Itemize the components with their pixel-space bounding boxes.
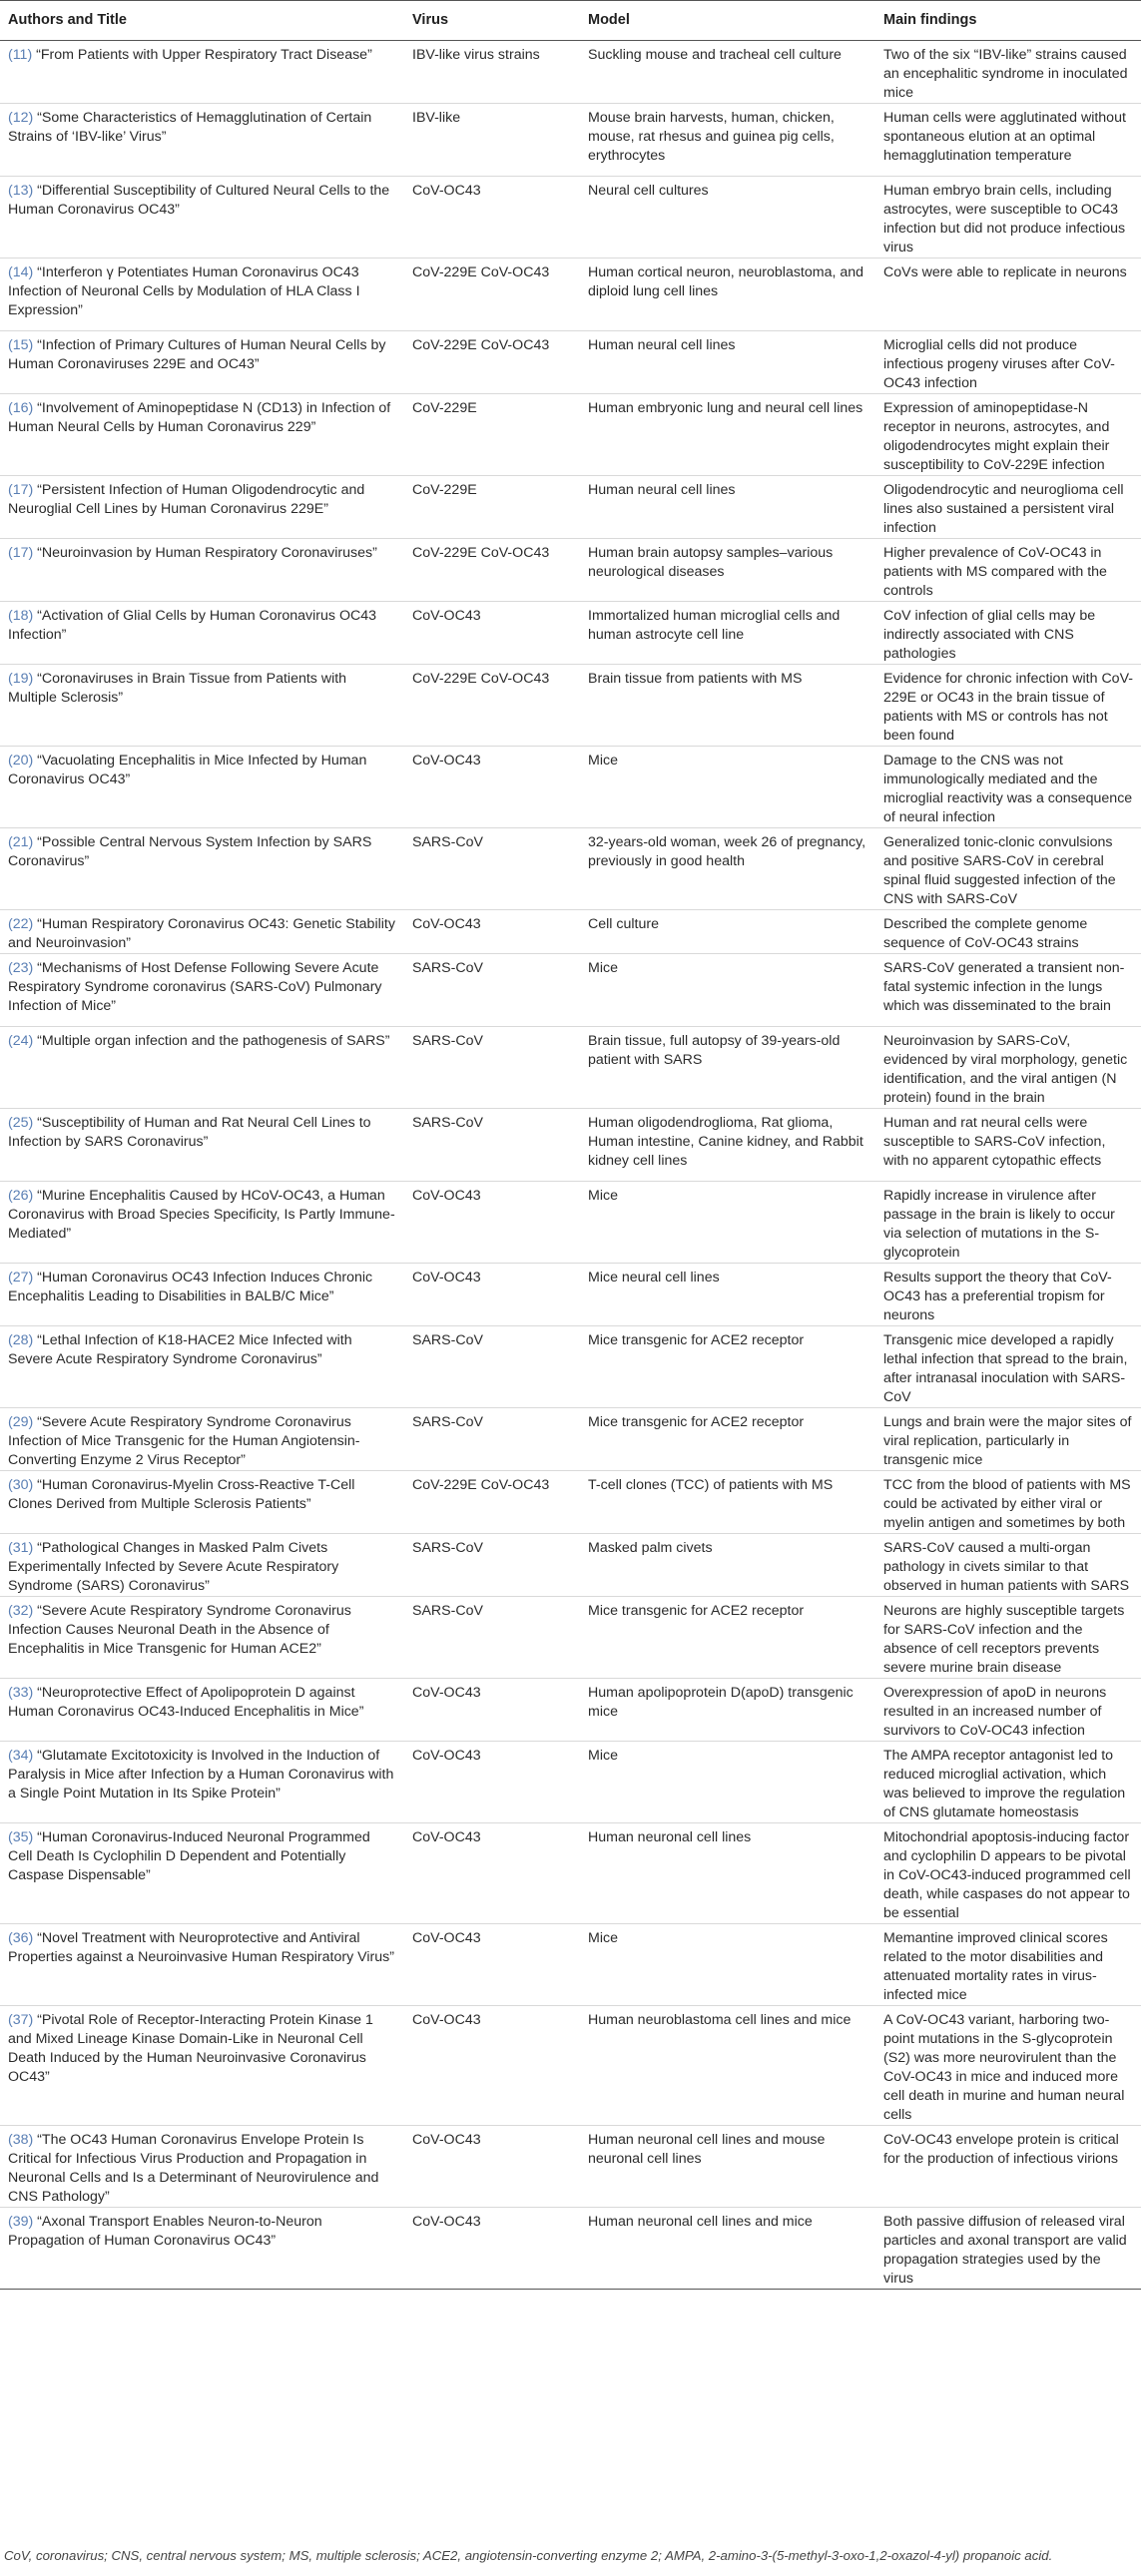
cell-virus: SARS-CoV xyxy=(404,828,580,910)
reference-link[interactable]: (28) xyxy=(8,1332,34,1348)
cell-main-findings: Transgenic mice developed a rapidly lethal infection that spread to the brain, after intranasal inoculation with SARS-CoV xyxy=(875,1326,1141,1408)
cell-virus: SARS-CoV xyxy=(404,1027,580,1109)
reference-link[interactable]: (25) xyxy=(8,1115,34,1131)
cell-main-findings: Human and rat neural cells were susceptible to SARS-CoV infection, with no apparent cytopathic effects xyxy=(875,1109,1141,1182)
cell-model: Mice transgenic for ACE2 receptor xyxy=(580,1326,875,1408)
reference-link[interactable]: (24) xyxy=(8,1033,34,1049)
cell-authors-title xyxy=(0,41,404,104)
cell-main-findings: Rapidly increase in virulence after passage in the brain is likely to occur via selection of mutations in the S-glycoprotein xyxy=(875,1182,1141,1264)
reference-link[interactable]: (22) xyxy=(8,916,34,932)
reference-link[interactable]: (16) xyxy=(8,400,34,416)
reference-link[interactable]: (26) xyxy=(8,1188,34,1204)
study-title: “Susceptibility of Human and Rat Neural Cell Lines to Infection by SARS Coronavirus” xyxy=(8,1115,371,1150)
cell-main-findings: Microglial cells did not produce infectious progeny viruses after CoV-OC43 infection xyxy=(875,331,1141,394)
cell-model: Human neuronal cell lines xyxy=(580,1823,875,1924)
study-title: “The OC43 Human Coronavirus Envelope Protein Is Critical for Infectious Virus Production and Propagation in Neuronal Cells and Is a Determinant of Neurovirulence and CNS Pathology” xyxy=(8,2132,379,2205)
reference-link[interactable]: (30) xyxy=(8,1477,34,1493)
cell-main-findings: CoVs were able to replicate in neurons xyxy=(875,258,1141,331)
table-row xyxy=(0,41,1141,104)
cell-virus: SARS-CoV xyxy=(404,1109,580,1182)
table-row xyxy=(0,828,1141,910)
study-title: “Infection of Primary Cultures of Human Neural Cells by Human Coronaviruses 229E and OC43” xyxy=(8,337,386,372)
cell-virus: CoV-OC43 xyxy=(404,2208,580,2290)
study-title: “Glutamate Excitotoxicity is Involved in the Induction of Paralysis in Mice after Infection by a Human Coronavirus with a Single Point Mutation in Its Spike Protein” xyxy=(8,1748,394,1802)
cell-model: Mice transgenic for ACE2 receptor xyxy=(580,1597,875,1679)
cell-main-findings: Human embryo brain cells, including astrocytes, were susceptible to OC43 infection but did not produce infectious virus xyxy=(875,177,1141,258)
study-title: “From Patients with Upper Respiratory Tract Disease” xyxy=(32,47,372,63)
cell-authors-title xyxy=(0,747,404,828)
cell-model: Cell culture xyxy=(580,910,875,954)
cell-virus: CoV-229E CoV-OC43 xyxy=(404,539,580,602)
cell-main-findings: Mitochondrial apoptosis-inducing factor and cyclophilin D appears to be pivotal in CoV-OC43-induced programmed cell death, while caspases do not appear to be essential xyxy=(875,1823,1141,1924)
table-row xyxy=(0,1264,1141,1326)
reference-link[interactable]: (36) xyxy=(8,1930,34,1946)
cell-authors-title xyxy=(0,665,404,747)
cell-model: Neural cell cultures xyxy=(580,177,875,258)
header-row xyxy=(0,1,1141,41)
cell-model: Immortalized human microglial cells and human astrocyte cell line xyxy=(580,602,875,665)
header-authors-title: Authors and Title xyxy=(0,1,404,41)
table-row xyxy=(0,1742,1141,1823)
reference-link[interactable]: (13) xyxy=(8,183,34,199)
study-title: “Human Coronavirus-Myelin Cross-Reactive T-Cell Clones Derived from Multiple Sclerosis Patients” xyxy=(8,1477,355,1512)
cell-authors-title xyxy=(0,177,404,258)
study-title: “Pivotal Role of Receptor-Interacting Protein Kinase 1 and Mixed Lineage Kinase Domain-Like in Neuronal Cell Death Induced by the Human Neuroinvasive Coronavirus OC43” xyxy=(8,2012,373,2085)
reference-link[interactable]: (39) xyxy=(8,2214,34,2230)
reference-link[interactable]: (18) xyxy=(8,608,34,624)
cell-authors-title xyxy=(0,828,404,910)
cell-authors-title xyxy=(0,1182,404,1264)
cell-main-findings: Neuroinvasion by SARS-CoV, evidenced by viral morphology, genetic identification, and the viral antigen (N protein) found in the brain xyxy=(875,1027,1141,1109)
cell-model: Mice xyxy=(580,747,875,828)
reference-link[interactable]: (17) xyxy=(8,482,34,498)
cell-virus: CoV-229E CoV-OC43 xyxy=(404,1471,580,1534)
cell-main-findings: Results support the theory that CoV-OC43 has a preferential tropism for neurons xyxy=(875,1264,1141,1326)
cell-authors-title xyxy=(0,539,404,602)
reference-link[interactable]: (12) xyxy=(8,110,34,126)
study-title: “Novel Treatment with Neuroprotective and Antiviral Properties against a Neuroinvasive Human Respiratory Virus” xyxy=(8,1930,394,1965)
table-footnote: CoV, coronavirus; CNS, central nervous system; MS, multiple sclerosis; ACE2, angiotensin-converting enzyme 2; AMPA, 2-amino-3-(5-methyl-3-oxo-1,2-oxazol-4-yl) propanoic acid. xyxy=(4,2548,1053,2563)
cell-virus: CoV-OC43 xyxy=(404,1182,580,1264)
cell-main-findings: Both passive diffusion of released viral particles and axonal transport are valid propagation strategies used by the virus xyxy=(875,2208,1141,2290)
study-title: “Axonal Transport Enables Neuron-to-Neuron Propagation of Human Coronavirus OC43” xyxy=(8,2214,322,2249)
cell-model: Human neural cell lines xyxy=(580,476,875,539)
study-title: “Neuroinvasion by Human Respiratory Coronaviruses” xyxy=(33,545,377,561)
study-title: “Human Coronavirus OC43 Infection Induces Chronic Encephalitis Leading to Disabilities in BALB/C Mice” xyxy=(8,1270,373,1304)
table-row xyxy=(0,1534,1141,1597)
cell-virus: CoV-OC43 xyxy=(404,1679,580,1742)
cell-model: Mice transgenic for ACE2 receptor xyxy=(580,1408,875,1471)
cell-virus: SARS-CoV xyxy=(404,1326,580,1408)
cell-model: Brain tissue, full autopsy of 39-years-old patient with SARS xyxy=(580,1027,875,1109)
cell-virus: CoV-OC43 xyxy=(404,2126,580,2208)
study-title: “Severe Acute Respiratory Syndrome Coronavirus Infection of Mice Transgenic for the Human Angiotensin-Converting Enzyme 2 Virus Receptor” xyxy=(8,1414,360,1468)
study-title: “Human Coronavirus-Induced Neuronal Programmed Cell Death Is Cyclophilin D Dependent and Potentially Caspase Dispensable” xyxy=(8,1829,370,1883)
reference-link[interactable]: (27) xyxy=(8,1270,34,1286)
cell-model: Human neuronal cell lines and mouse neuronal cell lines xyxy=(580,2126,875,2208)
cell-main-findings: SARS-CoV generated a transient non-fatal systemic infection in the lungs which was disseminated to the brain xyxy=(875,954,1141,1027)
cell-model: Mice neural cell lines xyxy=(580,1264,875,1326)
cell-virus: CoV-OC43 xyxy=(404,910,580,954)
study-title: “Vacuolating Encephalitis in Mice Infected by Human Coronavirus OC43” xyxy=(8,753,367,787)
study-title: “Human Respiratory Coronavirus OC43: Genetic Stability and Neuroinvasion” xyxy=(8,916,395,951)
reference-link[interactable]: (17) xyxy=(8,545,34,561)
cell-model: Mouse brain harvests, human, chicken, mouse, rat rhesus and guinea pig cells, erythrocytes xyxy=(580,104,875,177)
study-title: “Possible Central Nervous System Infection by SARS Coronavirus” xyxy=(8,834,372,869)
table-row xyxy=(0,1182,1141,1264)
table-row xyxy=(0,104,1141,177)
table-row xyxy=(0,1924,1141,2006)
table-row xyxy=(0,1109,1141,1182)
table-row xyxy=(0,1027,1141,1109)
cell-model: 32-years-old woman, week 26 of pregnancy, previously in good health xyxy=(580,828,875,910)
reference-link[interactable]: (23) xyxy=(8,960,34,976)
cell-authors-title xyxy=(0,1742,404,1823)
table-row xyxy=(0,954,1141,1027)
cell-authors-title xyxy=(0,954,404,1027)
cell-virus: SARS-CoV xyxy=(404,1534,580,1597)
table-row xyxy=(0,177,1141,258)
cell-model: Human cortical neuron, neuroblastoma, and diploid lung cell lines xyxy=(580,258,875,331)
cell-main-findings: Higher prevalence of CoV-OC43 in patients with MS compared with the controls xyxy=(875,539,1141,602)
cell-virus: IBV-like virus strains xyxy=(404,41,580,104)
cell-main-findings: Evidence for chronic infection with CoV-229E or OC43 in the brain tissue of patients with MS or controls has not been found xyxy=(875,665,1141,747)
table-row xyxy=(0,331,1141,394)
reference-link[interactable]: (29) xyxy=(8,1414,34,1430)
cell-authors-title xyxy=(0,476,404,539)
cell-authors-title xyxy=(0,1326,404,1408)
study-title: “Interferon γ Potentiates Human Coronavirus OC43 Infection of Neuronal Cells by Modulation of HLA Class I Expression” xyxy=(8,264,360,318)
table-row xyxy=(0,2006,1141,2126)
reference-link[interactable]: (33) xyxy=(8,1685,34,1701)
cell-authors-title xyxy=(0,1264,404,1326)
cell-virus: CoV-229E CoV-OC43 xyxy=(404,665,580,747)
cell-main-findings: Oligodendrocytic and neuroglioma cell lines also sustained a persistent viral infection xyxy=(875,476,1141,539)
cell-virus: CoV-229E CoV-OC43 xyxy=(404,331,580,394)
cell-main-findings: CoV-OC43 envelope protein is critical for the production of infectious virions xyxy=(875,2126,1141,2208)
header-virus: Virus xyxy=(404,1,580,41)
cell-authors-title xyxy=(0,1534,404,1597)
cell-authors-title xyxy=(0,2126,404,2208)
cell-main-findings: TCC from the blood of patients with MS could be activated by either viral or myelin antigen and sometimes by both xyxy=(875,1471,1141,1534)
cell-virus: CoV-OC43 xyxy=(404,602,580,665)
cell-authors-title xyxy=(0,1823,404,1924)
cell-model: Human apolipoprotein D(apoD) transgenic mice xyxy=(580,1679,875,1742)
table-row xyxy=(0,1679,1141,1742)
header-main-findings: Main findings xyxy=(875,1,1141,41)
cell-virus: CoV-OC43 xyxy=(404,2006,580,2126)
cell-main-findings: SARS-CoV caused a multi-organ pathology in civets similar to that observed in human patients with SARS xyxy=(875,1534,1141,1597)
cell-model: Human neuronal cell lines and mice xyxy=(580,2208,875,2290)
table-row xyxy=(0,539,1141,602)
reference-link[interactable]: (19) xyxy=(8,671,34,687)
cell-main-findings: Described the complete genome sequence of CoV-OC43 strains xyxy=(875,910,1141,954)
cell-main-findings: Memantine improved clinical scores related to the motor disabilities and attenuated mortality rates in virus-infected mice xyxy=(875,1924,1141,2006)
cell-authors-title xyxy=(0,1109,404,1182)
table-row xyxy=(0,1408,1141,1471)
cell-authors-title xyxy=(0,910,404,954)
cell-authors-title xyxy=(0,1471,404,1534)
study-title: “Coronaviruses in Brain Tissue from Patients with Multiple Sclerosis” xyxy=(8,671,347,706)
study-title: “Murine Encephalitis Caused by HCoV-OC43, a Human Coronavirus with Broad Species Specificity, Is Partly Immune-Mediated” xyxy=(8,1188,395,1242)
cell-virus: IBV-like xyxy=(404,104,580,177)
cell-model: Human embryonic lung and neural cell lines xyxy=(580,394,875,476)
cell-main-findings: Overexpression of apoD in neurons resulted in an increased number of survivors to CoV-OC43 infection xyxy=(875,1679,1141,1742)
cell-main-findings: The AMPA receptor antagonist led to reduced microglial activation, which was believed to improve the regulation of CNS glutamate homeostasis xyxy=(875,1742,1141,1823)
cell-main-findings: Lungs and brain were the major sites of viral replication, particularly in transgenic mice xyxy=(875,1408,1141,1471)
cell-virus: CoV-OC43 xyxy=(404,1924,580,2006)
cell-virus: SARS-CoV xyxy=(404,1408,580,1471)
cell-virus: SARS-CoV xyxy=(404,954,580,1027)
cell-virus: CoV-229E xyxy=(404,476,580,539)
table-body xyxy=(0,41,1141,2290)
cell-virus: CoV-OC43 xyxy=(404,177,580,258)
cell-main-findings: A CoV-OC43 variant, harboring two-point mutations in the S-glycoprotein (S2) was more neurovirulent than the CoV-OC43 in mice and induced more cell death in murine and human neural cells xyxy=(875,2006,1141,2126)
cell-model: Brain tissue from patients with MS xyxy=(580,665,875,747)
cell-virus: SARS-CoV xyxy=(404,1597,580,1679)
cell-model: Mice xyxy=(580,1182,875,1264)
cell-authors-title xyxy=(0,1924,404,2006)
cell-model: Human neural cell lines xyxy=(580,331,875,394)
cell-virus: CoV-229E xyxy=(404,394,580,476)
table-row xyxy=(0,1823,1141,1924)
cell-model: Mice xyxy=(580,954,875,1027)
cell-model: Mice xyxy=(580,1924,875,2006)
cell-model: Masked palm civets xyxy=(580,1534,875,1597)
cell-authors-title xyxy=(0,331,404,394)
reference-link[interactable]: (31) xyxy=(8,1540,34,1556)
study-title: “Some Characteristics of Hemagglutination of Certain Strains of ‘IBV-like’ Virus” xyxy=(8,110,372,145)
table-row xyxy=(0,910,1141,954)
table-row xyxy=(0,1471,1141,1534)
cell-authors-title xyxy=(0,1027,404,1109)
cell-authors-title xyxy=(0,394,404,476)
cell-virus: CoV-229E CoV-OC43 xyxy=(404,258,580,331)
study-title: “Differential Susceptibility of Cultured Neural Cells to the Human Coronavirus OC43” xyxy=(8,183,390,218)
reference-link[interactable]: (21) xyxy=(8,834,34,850)
table-row xyxy=(0,2126,1141,2208)
table-row xyxy=(0,476,1141,539)
cell-model: Suckling mouse and tracheal cell culture xyxy=(580,41,875,104)
cell-authors-title xyxy=(0,602,404,665)
cell-virus: CoV-OC43 xyxy=(404,1742,580,1823)
study-title: “Severe Acute Respiratory Syndrome Coronavirus Infection Causes Neuronal Death in the Absence of Encephalitis in Mice Transgenic for Human ACE2” xyxy=(8,1603,351,1657)
study-title: “Multiple organ infection and the pathogenesis of SARS” xyxy=(33,1033,390,1049)
reference-link[interactable]: (35) xyxy=(8,1829,34,1845)
cell-authors-title xyxy=(0,104,404,177)
study-title: “Neuroprotective Effect of Apolipoprotein D against Human Coronavirus OC43-Induced Encephalitis in Mice” xyxy=(8,1685,364,1720)
reference-link[interactable]: (32) xyxy=(8,1603,34,1619)
cell-model: Human oligodendroglioma, Rat glioma, Human intestine, Canine kidney, and Rabbit kidney cell lines xyxy=(580,1109,875,1182)
cell-authors-title xyxy=(0,1679,404,1742)
reference-link[interactable]: (20) xyxy=(8,753,34,769)
header-model: Model xyxy=(580,1,875,41)
table-row xyxy=(0,258,1141,331)
cell-authors-title xyxy=(0,1408,404,1471)
cell-virus: CoV-OC43 xyxy=(404,747,580,828)
cell-authors-title xyxy=(0,2208,404,2290)
cell-main-findings: Generalized tonic-clonic convulsions and positive SARS-CoV in cerebral spinal fluid suggested infection of the CNS with SARS-CoV xyxy=(875,828,1141,910)
table-row xyxy=(0,602,1141,665)
reference-link[interactable]: (34) xyxy=(8,1748,34,1764)
cell-main-findings: Human cells were agglutinated without spontaneous elution at an optimal hemagglutination temperature xyxy=(875,104,1141,177)
table-row xyxy=(0,1597,1141,1679)
table-row xyxy=(0,665,1141,747)
study-title: “Pathological Changes in Masked Palm Civets Experimentally Infected by Severe Acute Respiratory Syndrome (SARS) Coronavirus” xyxy=(8,1540,339,1594)
cell-model: Human neuroblastoma cell lines and mice xyxy=(580,2006,875,2126)
cell-authors-title xyxy=(0,2006,404,2126)
reference-link[interactable]: (38) xyxy=(8,2132,34,2148)
cell-main-findings: Expression of aminopeptidase-N receptor in neurons, astrocytes, and oligodendrocytes might explain their susceptibility to CoV-229E infection xyxy=(875,394,1141,476)
study-title: “Involvement of Aminopeptidase N (CD13) in Infection of Human Neural Cells by Human Coronavirus 229” xyxy=(8,400,391,435)
cell-model: Human brain autopsy samples–various neurological diseases xyxy=(580,539,875,602)
study-title: “Lethal Infection of K18-HACE2 Mice Infected with Severe Acute Respiratory Syndrome Coronavirus” xyxy=(8,1332,352,1367)
study-title: “Mechanisms of Host Defense Following Severe Acute Respiratory Syndrome coronavirus (SARS-CoV) Pulmonary Infection of Mice” xyxy=(8,960,382,1014)
cell-virus: CoV-OC43 xyxy=(404,1823,580,1924)
cell-authors-title xyxy=(0,1597,404,1679)
study-title: “Activation of Glial Cells by Human Coronavirus OC43 Infection” xyxy=(8,608,377,643)
cell-model: Mice xyxy=(580,1742,875,1823)
reference-link[interactable]: (15) xyxy=(8,337,34,353)
reference-link[interactable]: (11) xyxy=(8,47,33,63)
table-row xyxy=(0,747,1141,828)
cell-virus: CoV-OC43 xyxy=(404,1264,580,1326)
cell-main-findings: Neurons are highly susceptible targets for SARS-CoV infection and the absence of cell receptors prevents severe murine brain disease xyxy=(875,1597,1141,1679)
cell-main-findings: CoV infection of glial cells may be indirectly associated with CNS pathologies xyxy=(875,602,1141,665)
reference-link[interactable]: (37) xyxy=(8,2012,34,2028)
table-row xyxy=(0,1326,1141,1408)
table-header xyxy=(0,1,1141,41)
study-title: “Persistent Infection of Human Oligodendrocytic and Neuroglial Cell Lines by Human Coronavirus 229E” xyxy=(8,482,365,517)
reference-link[interactable]: (14) xyxy=(8,264,34,280)
cell-authors-title xyxy=(0,258,404,331)
cell-main-findings: Damage to the CNS was not immunologically mediated and the microglial reactivity was a consequence of neural infection xyxy=(875,747,1141,828)
cell-model: T-cell clones (TCC) of patients with MS xyxy=(580,1471,875,1534)
table-row xyxy=(0,2208,1141,2290)
table-row xyxy=(0,394,1141,476)
cell-main-findings: Two of the six “IBV-like” strains caused an encephalitic syndrome in inoculated mice xyxy=(875,41,1141,104)
